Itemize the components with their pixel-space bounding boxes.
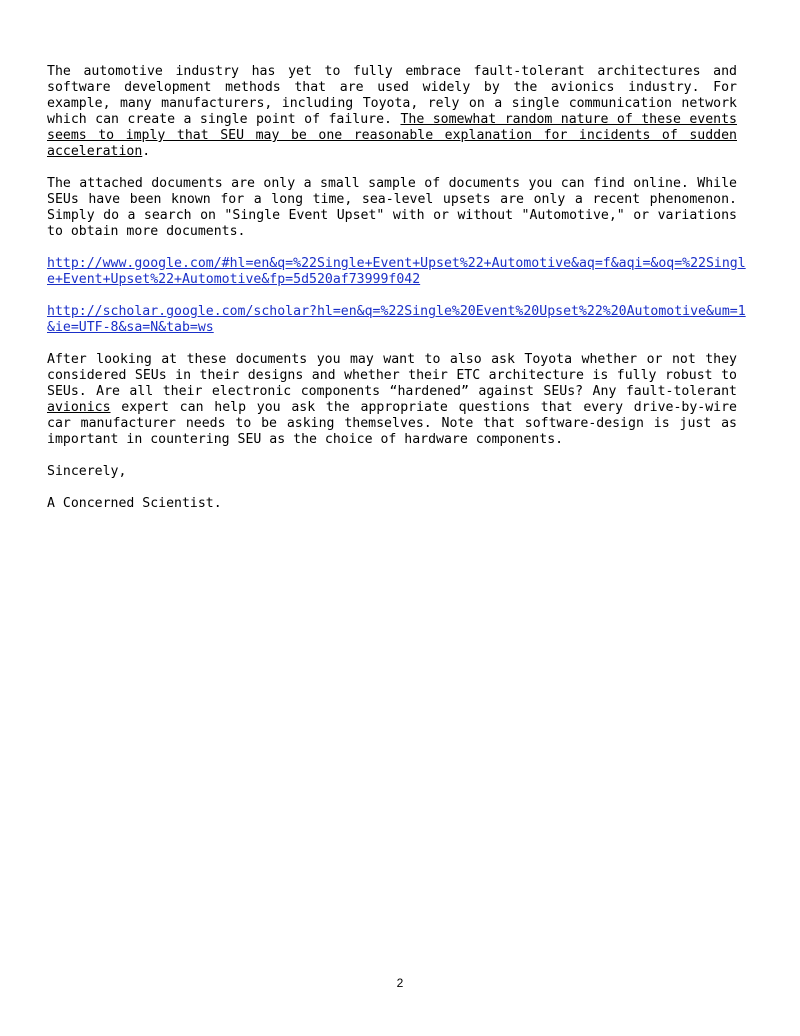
avionics-underlined: avionics (47, 400, 111, 415)
paragraph-1-underlined: The somewhat random nature of these events seems to imply that SEU may be one reasonable explanation for incidents of sudden acceleration (47, 112, 737, 159)
paragraph-ask-toyota (47, 352, 737, 448)
link-block-scholar (47, 304, 751, 336)
paragraph-attached-documents: The attached documents are only a small sample of documents you can find online. While SEUs have been known for a long time, sea-level upsets are only a recent phenomenon. Simply do a search on "Single Event Upset" with or without "Automotive," or variations to obtain more documents. (47, 176, 737, 239)
link-block-google (47, 256, 751, 288)
document-body (47, 64, 746, 528)
paragraph-1-lead: The automotive industry has yet to fully embrace fault-tolerant architectures and software development methods that are used widely by the avionics industry. For example, many manufacturers, including Toyota, rely on a single communication network which can create a single point of failure. (47, 64, 737, 127)
google-search-link[interactable]: http://www.google.com/#hl=en&q=%22Single+Event+Upset%22+Automotive&aq=f&aqi=&oq=%22Single+Event+Upset%22+Automotive&fp=5d520af73999f042 (47, 256, 746, 287)
page-number: 2 (396, 976, 404, 990)
paragraph-1-trailing: . (142, 144, 151, 159)
signature: A Concerned Scientist. (47, 496, 222, 511)
paragraph-3-lead: After looking at these documents you may want to also ask Toyota whether or not they considered SEUs in their designs and whether their ETC architecture is fully robust to SEUs. Are all their electronic components “hardened” against SEUs? Any fault-tolerant (47, 352, 737, 399)
closing-salutation: Sincerely, (47, 464, 127, 479)
paragraph-3-trailing: expert can help you ask the appropriate questions that every drive-by-wire car manufacturer needs to be asking themselves. Note that software-design is just as important in countering SEU as the choice of hardware components. (47, 400, 737, 447)
google-scholar-link[interactable]: http://scholar.google.com/scholar?hl=en&q=%22Single%20Event%20Upset%22%20Automotive&um=1&ie=UTF-8&sa=N&tab=ws (47, 304, 746, 335)
paragraph-fault-tolerance (47, 64, 737, 160)
